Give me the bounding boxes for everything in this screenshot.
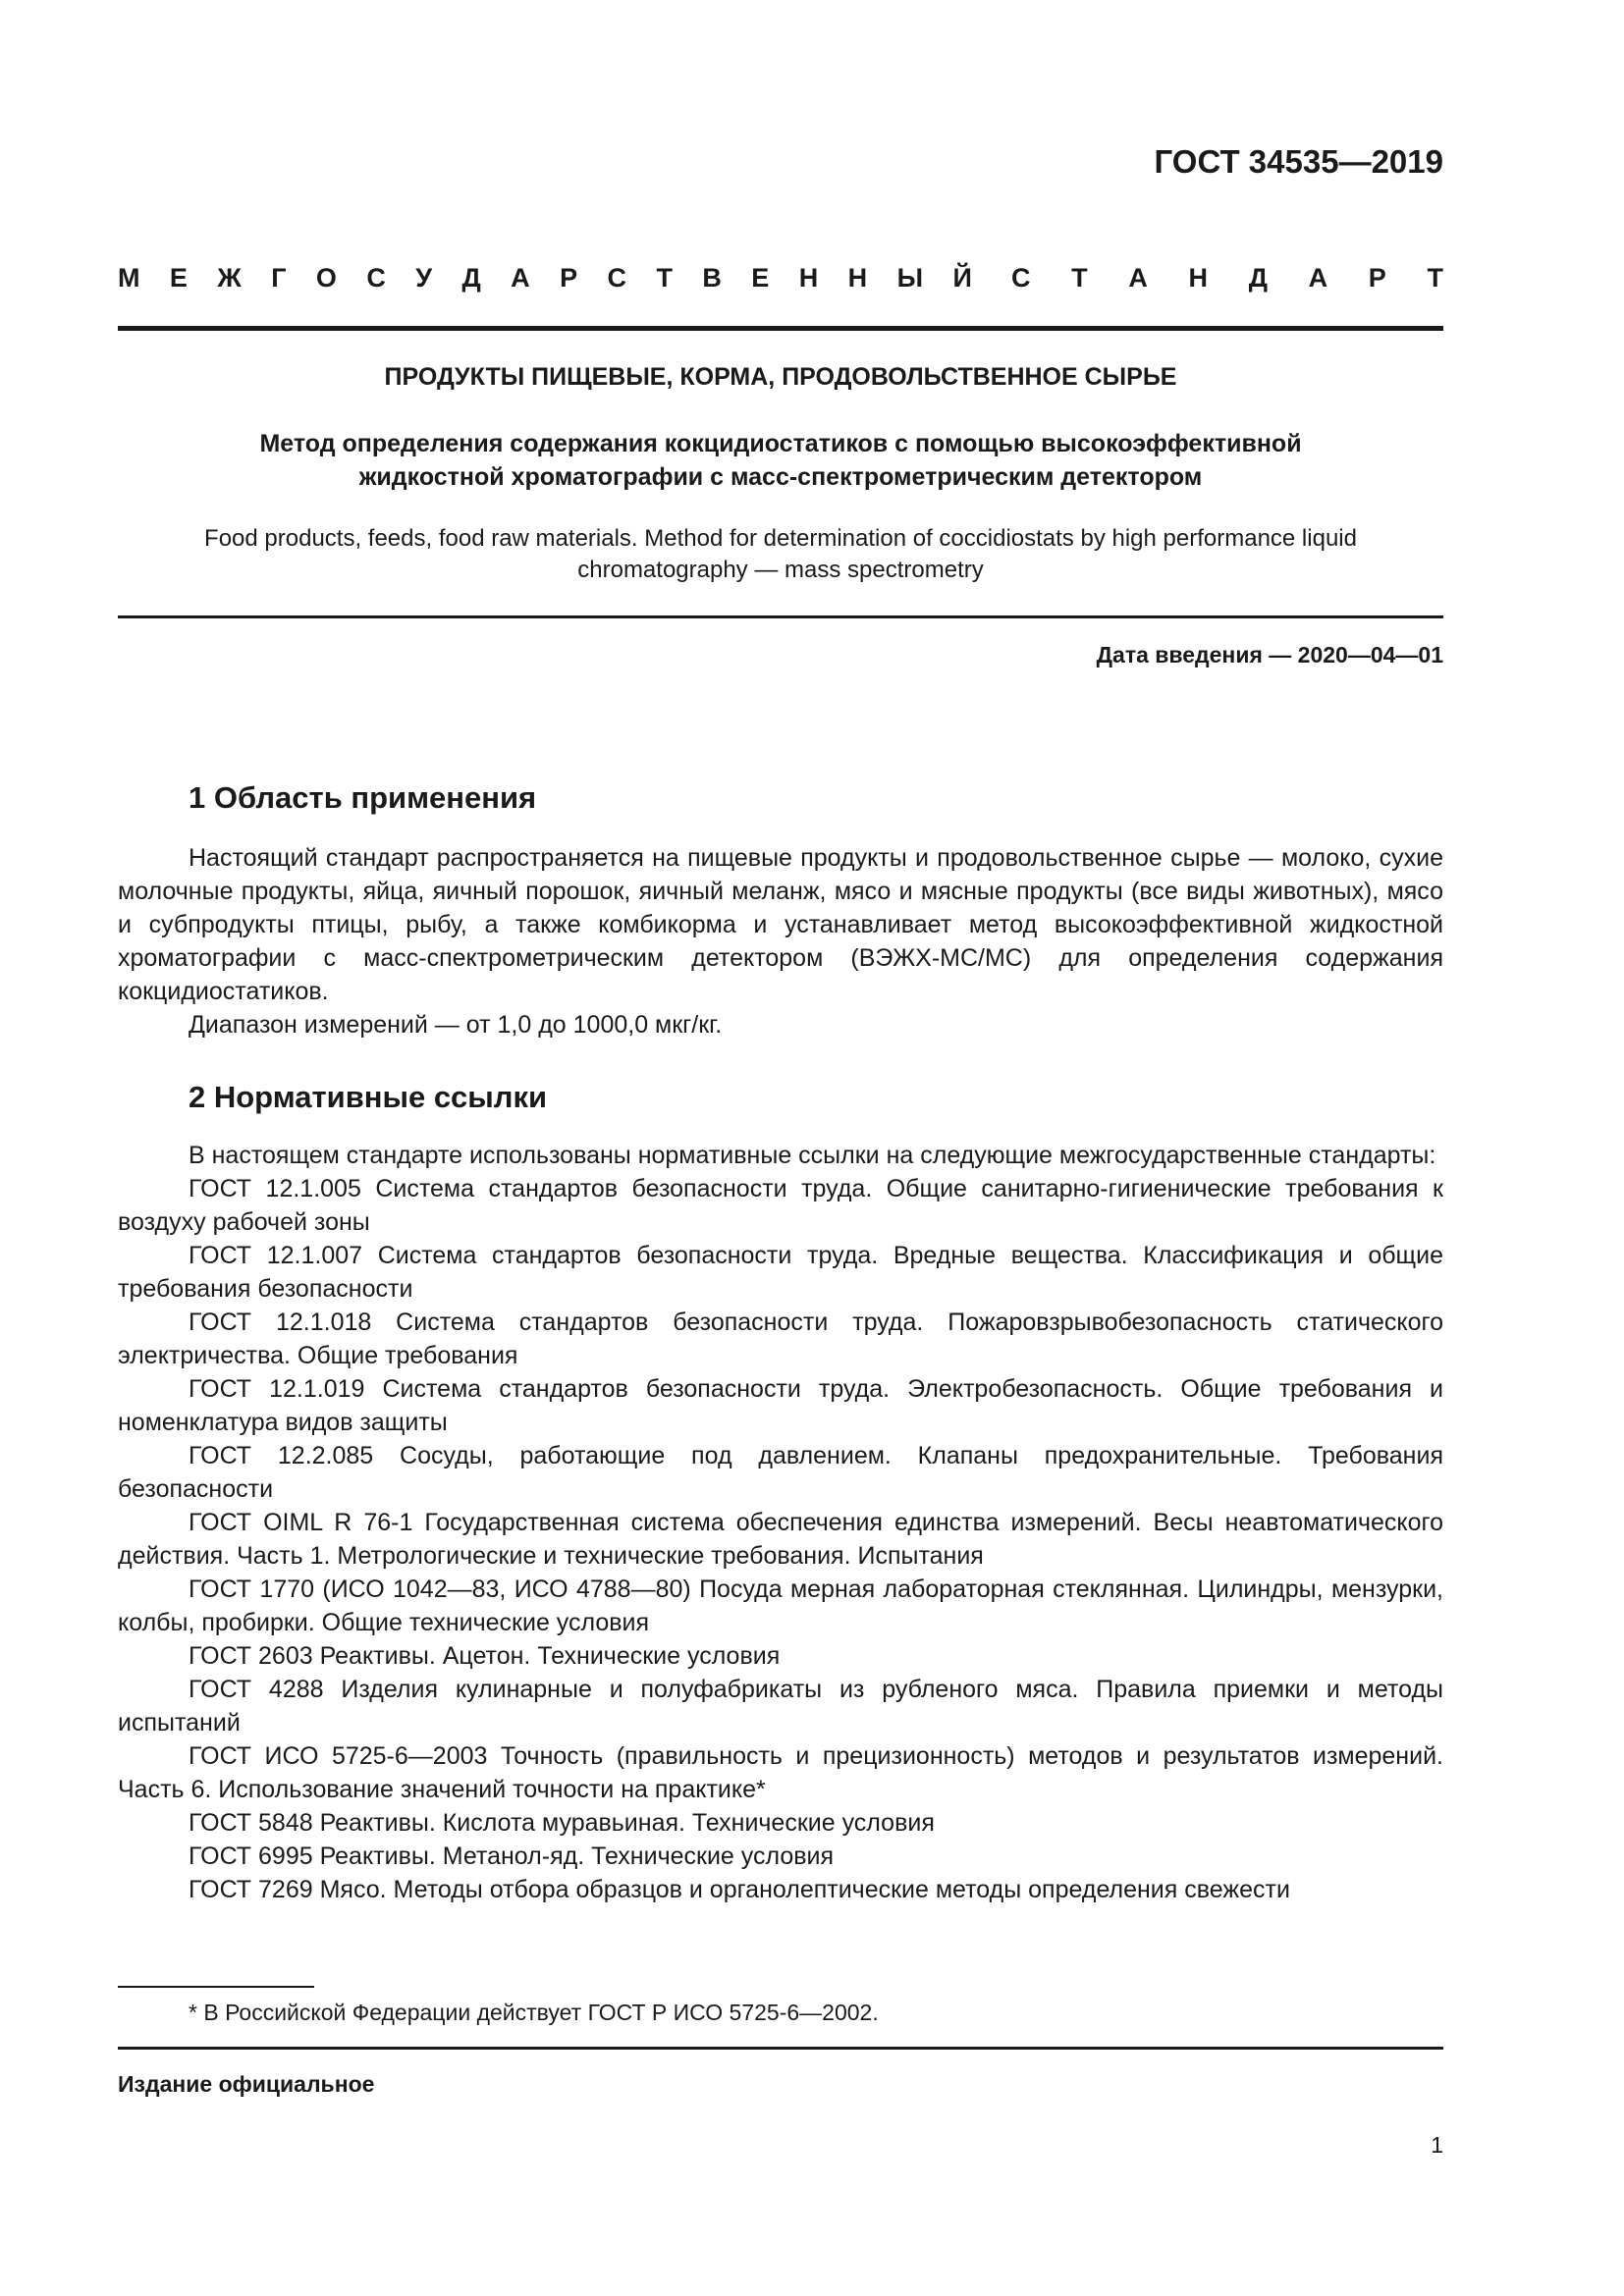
reference-item: ГОСТ 12.1.007 Система стандартов безопасности труда. Вредные вещества. Классификация и общие требования безопасности <box>118 1242 1443 1303</box>
reference-item: ГОСТ OIML R 76-1 Государственная система обеспечения единства измерений. Весы неавтоматического действия. Часть 1. Метрологические и технические требования. Испытания <box>118 1509 1443 1570</box>
document-code: ГОСТ 34535—2019 <box>1154 143 1443 180</box>
reference-item: ГОСТ 6995 Реактивы. Метанол-яд. Технические условия <box>189 1842 835 1870</box>
standard-type-line <box>118 263 1443 294</box>
english-title-line-2: chromatography — mass spectrometry <box>577 557 984 583</box>
section-1-heading: 1 Область применения <box>189 780 537 815</box>
reference-item: ГОСТ 12.2.085 Сосуды, работающие под давлением. Клапаны предохранительные. Требования безопасности <box>118 1442 1443 1503</box>
reference-item: ГОСТ 4288 Изделия кулинарные и полуфабрикаты из рубленого мяса. Правила приемки и методы испытаний <box>118 1676 1443 1736</box>
reference-item: ГОСТ 5848 Реактивы. Кислота муравьиная. Технические условия <box>189 1809 935 1837</box>
section-2-heading: 2 Нормативные ссылки <box>189 1080 548 1114</box>
section-1-body <box>118 841 1443 1041</box>
page-number: 1 <box>1431 2132 1443 2158</box>
reference-item: ГОСТ ИСО 5725-6—2003 Точность (правильность и прецизионность) методов и результатов измерений. Часть 6. Использование значений точности на практике* <box>118 1742 1443 1803</box>
standard-type-gap <box>972 263 1011 294</box>
section-2-paragraph: В настоящем стандарте использованы нормативные ссылки на следующие межгосударственные стандарты: <box>189 1142 1436 1169</box>
english-title-line-1: Food products, feeds, food raw materials. Method for determination of coccidiostats by high performance liquid <box>204 525 1357 552</box>
document-title: ПРОДУКТЫ ПИЩЕВЫЕ, КОРМА, ПРОДОВОЛЬСТВЕННОЕ СЫРЬЕ <box>384 363 1177 391</box>
english-title <box>118 523 1443 586</box>
edition-label: Издание официальное <box>118 2071 375 2097</box>
reference-item: ГОСТ 7269 Мясо. Методы отбора образцов и органолептические методы определения свежести <box>189 1876 1290 1903</box>
standard-type-word-1: М Е Ж Г О С У Д А Р С Т В Е Н Н Ы Й <box>118 263 972 293</box>
document-subtitle <box>118 427 1443 494</box>
subtitle-line-2: жидкостной хроматографии с масс-спектрометрическим детектором <box>358 463 1203 491</box>
section-1-paragraph: Настоящий стандарт распространяется на пищевые продукты и продовольственное сырье — молоко, сухие молочные продукты, яйца, яичный порошок, яичный меланж, мясо и мясные продукты (все виды животных), мясо и субпродукты птицы, рыбу, а также комбикорма и устанавливает метод высокоэффективной жидкостной хроматографии с масс-спектрометрическим детектором (ВЭЖХ-МС/МС) для определения содержания кокцидиостатиков. <box>118 844 1443 1005</box>
subtitle-line-1: Метод определения содержания кокцидиостатиков с помощью высокоэффективной <box>259 430 1302 457</box>
reference-item: ГОСТ 12.1.019 Система стандартов безопасности труда. Электробезопасность. Общие требования и номенклатура видов защиты <box>118 1375 1443 1436</box>
introduction-date: Дата введения — 2020—04—01 <box>1096 642 1443 667</box>
footnote-divider <box>118 1986 314 1988</box>
section-2-body <box>118 1139 1443 1906</box>
footnote: * В Российской Федерации действует ГОСТ Р ИСО 5725-6—2002. <box>189 2000 879 2025</box>
reference-item: ГОСТ 12.1.018 Система стандартов безопасности труда. Пожаровзрывобезопасность статического электричества. Общие требования <box>118 1308 1443 1369</box>
section-1-paragraph: Диапазон измерений — от 1,0 до 1000,0 мкг/кг. <box>189 1011 723 1039</box>
reference-item: ГОСТ 12.1.005 Система стандартов безопасности труда. Общие санитарно-гигиенические требования к воздуху рабочей зоны <box>118 1175 1443 1236</box>
standard-type-word-2: С Т А Н Д А Р Т <box>1011 263 1443 293</box>
document-page <box>118 0 1443 2296</box>
header-divider <box>118 326 1443 331</box>
title-divider <box>118 615 1443 618</box>
footer-divider <box>118 2047 1443 2050</box>
reference-item: ГОСТ 2603 Реактивы. Ацетон. Технические условия <box>189 1642 781 1670</box>
reference-item: ГОСТ 1770 (ИСО 1042—83, ИСО 4788—80) Посуда мерная лабораторная стеклянная. Цилиндры, мензурки, колбы, пробирки. Общие технические условия <box>118 1575 1443 1636</box>
